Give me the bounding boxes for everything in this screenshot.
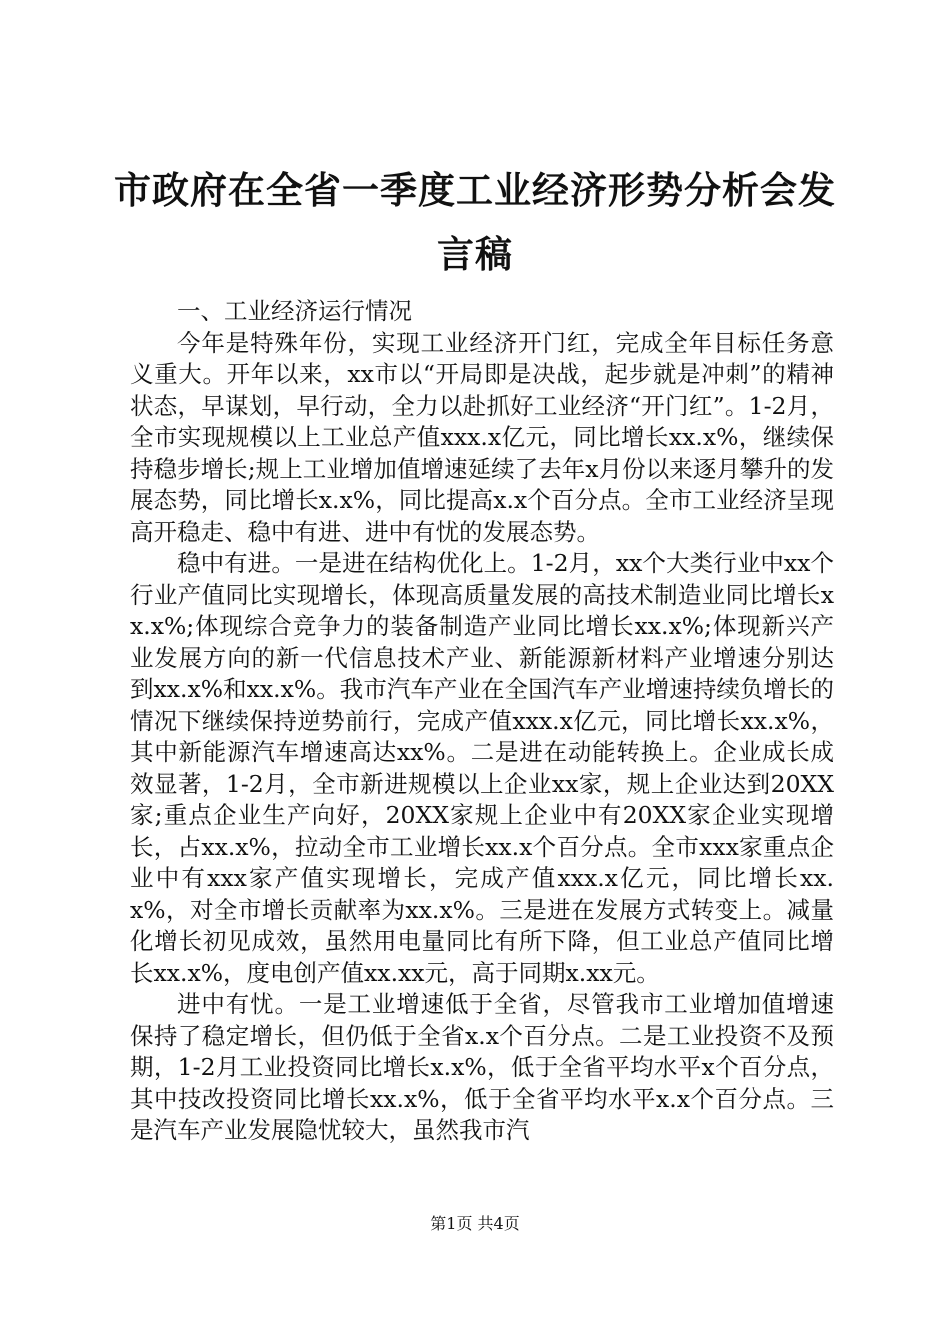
paragraph-intro: 今年是特殊年份，实现工业经济开门红，完成全年目标任务意义重大。开年以来，xx市以“开局即是决战，起步就是冲刺”的精神状态，早谋划，早行动，全力以赴抓好工业经济“开门红”。1-2月，全市实现规模以上工业总产值xxx.x亿元，同比增长xx.x%，继续保持稳步增长;规上工业增加值增速延续了去年x月份以来逐月攀升的发展态势，同比增长x.x%，同比提高x.x个百分点。全市工业经济呈现高开稳走、稳中有进、进中有忧的发展态势。	[130, 328, 834, 546]
page-footer: 第1页 共4页	[430, 1214, 520, 1233]
paragraph-concerns: 进中有忧。一是工业增速低于全省，尽管我市工业增加值增速保持了稳定增长，但仍低于全省x.x个百分点。二是工业投资不及预期，1-2月工业投资同比增长x.x%，低于全省平均水平x个百分点，其中技改投资同比增长xx.x%，低于全省平均水平x.x个百分点。三是汽车产业发展隐忧较大，虽然我市汽	[130, 990, 834, 1144]
section-heading: 一、工业经济运行情况	[177, 297, 412, 325]
document-title: 市政府在全省一季度工业经济形势分析会发言稿	[114, 168, 836, 276]
paragraph-progress: 稳中有进。一是进在结构优化上。1-2月，xx个大类行业中xx个行业产值同比实现增长，体现高质量发展的高技术制造业同比增长xx.x%;体现综合竞争力的装备制造产业同比增长xx.x%;体现新兴产业发展方向的新一代信息技术产业、新能源新材料产业增速分别达到xx.x%和xx.x%。我市汽车产业在全国汽车产业增速持续负增长的情况下继续保持逆势前行，完成产值xxx.x亿元，同比增长xx.x%，其中新能源汽车增速高达xx%。二是进在动能转换上。企业成长成效显著，1-2月，全市新进规模以上企业xx家，规上企业达到20XX家;重点企业生产向好，20XX家规上企业中有20XX家企业实现增长，占xx.x%，拉动全市工业增长xx.x个百分点。全市xxx家重点企业中有xxx家产值实现增长，完成产值xxx.x亿元，同比增长xx.x%，对全市增长贡献率为xx.x%。三是进在发展方式转变上。减量化增长初见成效，虽然用电量同比有所下降，但工业总产值同比增长xx.x%，度电创产值xx.xx元，高于同期x.xx元。	[130, 549, 834, 987]
document-body	[130, 296, 834, 1147]
